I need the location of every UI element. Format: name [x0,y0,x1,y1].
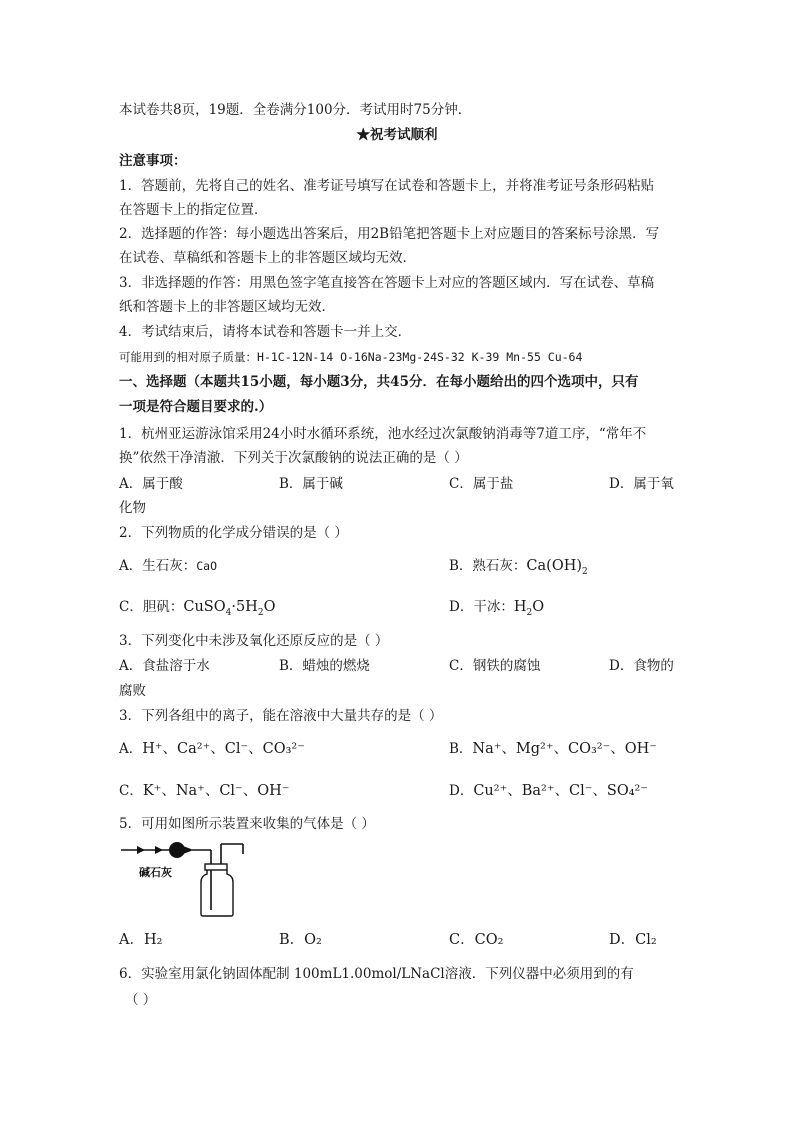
notes-title: 注意事项： [119,153,187,169]
q4-option-a-ions: H⁺、Ca²⁺、Cl⁻、CO₃²⁻ [142,741,305,757]
q4-option-b-ions: Na⁺、Mg²⁺、CO₃²⁻、OH⁻ [472,741,657,757]
q1-stem-line-1: 1．杭州亚运游泳馆采用24小时水循环系统，池水经过次氯酸钠消毒等7道工序，“常年不 [119,426,647,442]
q2-option-c-prefix: C．胆矾： [119,599,184,615]
q1-option-c: C．属于盐 [449,476,514,492]
q2-option-c [119,597,275,617]
note-3-line-2: 纸和答题卡上的非答题区域均无效． [119,299,335,315]
q4-option-c-ions: K⁺、Na⁺、Cl⁻、OH⁻ [142,783,290,799]
q5-option-c: C．CO₂ [449,932,504,948]
q5-option-d: D．Cl₂ [609,932,657,948]
atomic-masses: 可能用到的相对原子质量：H-1C-12N-14 O-16Na-23Mg-24S-32 K-39 Mn-55 Cu-64 [119,350,583,364]
q1-option-d: D．属于氧 [609,476,674,492]
q1-option-a: A．属于酸 [119,476,183,492]
note-1-line-2: 在答题卡上的指定位置． [119,202,268,218]
q4-option-d [449,781,648,801]
q2-stem: 2．下列物质的化学成分错误的是（ ） [119,525,348,541]
q4-option-b [449,739,657,759]
q3-option-d: D．食物的 [609,658,674,674]
q4-option-d-ions: Cu²⁺、Ba²⁺、Cl⁻、SO₄²⁻ [473,783,648,799]
q2-option-d-subscript: 2 [526,607,533,618]
q1-option-d-continued: 化物 [119,500,146,516]
note-4: 4．考试结束后，请将本试卷和答题卡一并上交． [119,324,412,340]
q3-option-a: A．食盐溶于水 [119,658,210,674]
q6-stem-line-2: （ ） [125,992,157,1008]
good-luck-wish: ★祝考试顺利 [356,127,438,143]
q2-option-c-subscript-2: 2 [257,607,264,618]
q4-option-d-prefix: D． [449,783,474,799]
exam-intro: 本试卷共8页，19题．全卷满分100分．考试用时75分钟． [119,102,472,118]
drying-agent-label: 碱石灰 [139,866,172,879]
q4-option-c-prefix: C． [119,783,143,799]
q2-option-c-subscript: 4 [225,607,232,618]
note-1-line-1: 1．答题前，先将自己的姓名、准考证号填写在试卷和答题卡上，并将准考证号条形码粘贴 [119,178,655,194]
q2-option-c-end: O [263,599,276,615]
q4-option-a [119,739,305,759]
gas-collection-apparatus-figure [119,838,249,918]
q1-stem-line-2: 换”依然干净清澈．下列关于次氯酸钠的说法正确的是（ ） [119,450,468,466]
q4-option-c [119,781,289,801]
q3-stem: 3．下列变化中未涉及氧化还原反应的是（ ） [119,633,389,649]
q2-option-d-end: O [532,599,545,615]
note-3-line-1: 3．非选择题的作答：用黑色签字笔直接答在答题卡上对应的答题区域内．写在试卷、草稿 [119,275,655,291]
section-1-heading-line-1: 一、选择题（本题共15小题，每小题3分，共45分．在每小题给出的四个选项中，只有 [119,374,639,390]
note-2-line-1: 2．选择题的作答：每小题选出答案后，用2B铅笔把答题卡上对应题目的答案标号涂黑．写 [119,226,660,242]
q2-option-d-prefix: D．干冰： [449,599,514,615]
section-1-heading-line-2: 一项是符合题目要求的.） [119,399,273,415]
q5-stem: 5．可用如图所示装置来收集的气体是（ ） [119,816,375,832]
q2-option-b [449,556,588,576]
q4-option-a-prefix: A． [119,741,143,757]
q2-option-d [449,597,544,617]
q2-option-a-prefix: A．生石灰： [119,558,197,574]
q1-option-b: B．属于碱 [279,476,343,492]
q3-option-c: C．钢铁的腐蚀 [449,658,541,674]
q2-option-a-formula: CaO [196,559,218,573]
q4-stem: 3．下列各组中的离子，能在溶液中大量共存的是（ ） [119,708,443,724]
q2-option-c-formula: CuSO [183,599,226,615]
note-2-line-2: 在试卷、草稿纸和答题卡上的非答题区域均无效． [119,250,416,266]
q4-option-b-prefix: B． [449,741,473,757]
q2-option-d-formula: H [513,599,527,615]
q2-option-b-formula: Ca(OH) [526,558,583,574]
q2-option-a [119,556,217,576]
q2-option-b-prefix: B．熟石灰： [449,558,527,574]
q5-option-a: A．H₂ [119,932,163,948]
q2-option-b-subscript: 2 [582,566,588,577]
q3-option-d-continued: 腐败 [119,683,146,699]
q3-option-b: B．蜡烛的燃烧 [279,658,370,674]
q6-stem-line-1: 6．实验室用氯化钠固体配制 100mL1.00mol/LNaCl溶液．下列仪器中必须用到的有 [119,966,634,982]
q2-option-c-middle: ·5H [231,599,258,615]
q5-option-b: B．O₂ [279,932,322,948]
